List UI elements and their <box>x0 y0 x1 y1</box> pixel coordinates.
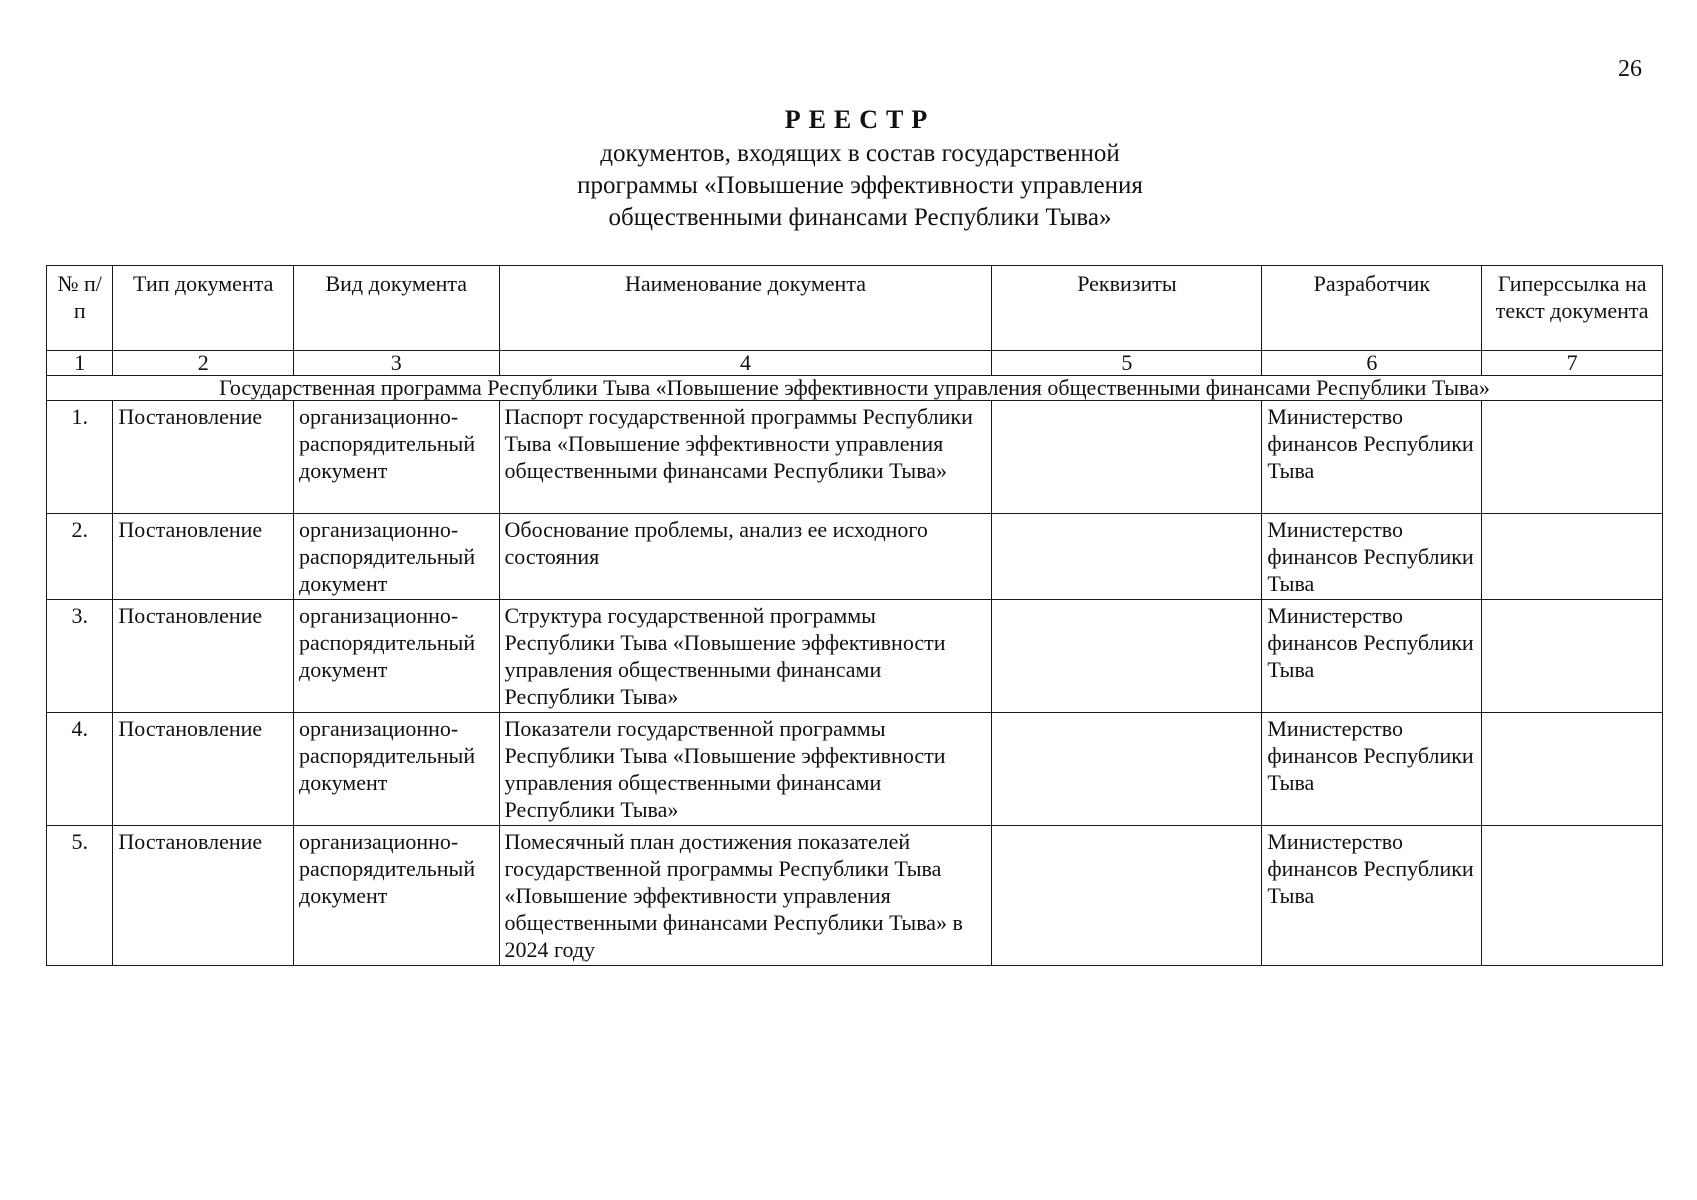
row-number: 3. <box>47 600 113 713</box>
row-hyperlink <box>1482 514 1663 600</box>
row-requisites <box>992 600 1262 713</box>
row-requisites <box>992 826 1262 966</box>
row-number: 4. <box>47 713 113 826</box>
row-requisites <box>992 713 1262 826</box>
column-number: 2 <box>113 351 294 376</box>
row-requisites <box>992 514 1262 600</box>
column-number: 6 <box>1262 351 1482 376</box>
row-hyperlink <box>1482 713 1663 826</box>
row-doc-name: Паспорт государственной программы Республики Тыва «Повышение эффективности управления общественными финансами Республики Тыва» <box>499 401 992 514</box>
header-doc-type: Тип документа <box>113 266 294 351</box>
row-doc-type: Постановление <box>113 401 294 514</box>
row-doc-name: Показатели государственной программы Республики Тыва «Повышение эффективности управления общественными финансами Республики Тыва» <box>499 713 992 826</box>
row-number: 2. <box>47 514 113 600</box>
header-doc-name: Наименование документа <box>499 266 992 351</box>
row-doc-type: Постановление <box>113 514 294 600</box>
table-row <box>47 826 1663 966</box>
registry-table <box>46 265 1663 966</box>
column-number: 4 <box>499 351 992 376</box>
row-doc-kind: организационно-распорядительный документ <box>294 713 500 826</box>
page-number: 26 <box>1618 56 1642 82</box>
table-row <box>47 713 1663 826</box>
row-doc-name: Помесячный план достижения показателей государственной программы Республики Тыва «Повышение эффективности управления общественными финансами Республики Тыва» в 2024 году <box>499 826 992 966</box>
column-number-row <box>47 351 1663 376</box>
row-developer: Министерство финансов Республики Тыва <box>1262 514 1482 600</box>
row-doc-kind: организационно-распорядительный документ <box>294 826 500 966</box>
column-number: 7 <box>1482 351 1663 376</box>
row-doc-kind: организационно-распорядительный документ <box>294 514 500 600</box>
header-developer: Разработчик <box>1262 266 1482 351</box>
row-developer: Министерство финансов Республики Тыва <box>1262 600 1482 713</box>
table-row <box>47 600 1663 713</box>
row-doc-name: Структура государственной программы Республики Тыва «Повышение эффективности управления общественными финансами Республики Тыва» <box>499 600 992 713</box>
document-title-block <box>480 104 1240 234</box>
header-requisites: Реквизиты <box>992 266 1262 351</box>
row-number: 1. <box>47 401 113 514</box>
table-row <box>47 401 1663 514</box>
document-subtitle-line-1: документов, входящих в состав государственной <box>600 140 1120 167</box>
document-subtitle-line-2: программы «Повышение эффективности управления <box>577 172 1143 199</box>
row-requisites <box>992 401 1262 514</box>
row-doc-kind: организационно-распорядительный документ <box>294 401 500 514</box>
row-hyperlink <box>1482 826 1663 966</box>
row-developer: Министерство финансов Республики Тыва <box>1262 401 1482 514</box>
header-doc-kind: Вид документа <box>294 266 500 351</box>
header-hyperlink: Гиперссылка на текст документа <box>1482 266 1663 351</box>
table-header-row <box>47 266 1663 351</box>
section-row <box>47 376 1663 401</box>
row-doc-name: Обоснование проблемы, анализ ее исходного состояния <box>499 514 992 600</box>
column-number: 5 <box>992 351 1262 376</box>
row-doc-type: Постановление <box>113 713 294 826</box>
document-title: РЕЕСТР <box>784 105 936 134</box>
column-number: 1 <box>47 351 113 376</box>
row-developer: Министерство финансов Республики Тыва <box>1262 713 1482 826</box>
document-subtitle-line-3: общественными финансами Республики Тыва» <box>608 204 1112 231</box>
row-number: 5. <box>47 826 113 966</box>
row-developer: Министерство финансов Республики Тыва <box>1262 826 1482 966</box>
column-number: 3 <box>294 351 500 376</box>
row-doc-type: Постановление <box>113 826 294 966</box>
section-title: Государственная программа Республики Тыва «Повышение эффективности управления общественными финансами Республики Тыва» <box>47 376 1663 401</box>
row-doc-kind: организационно-распорядительный документ <box>294 600 500 713</box>
header-number: № п/п <box>47 266 113 351</box>
table-row <box>47 514 1663 600</box>
row-hyperlink <box>1482 401 1663 514</box>
row-hyperlink <box>1482 600 1663 713</box>
row-doc-type: Постановление <box>113 600 294 713</box>
